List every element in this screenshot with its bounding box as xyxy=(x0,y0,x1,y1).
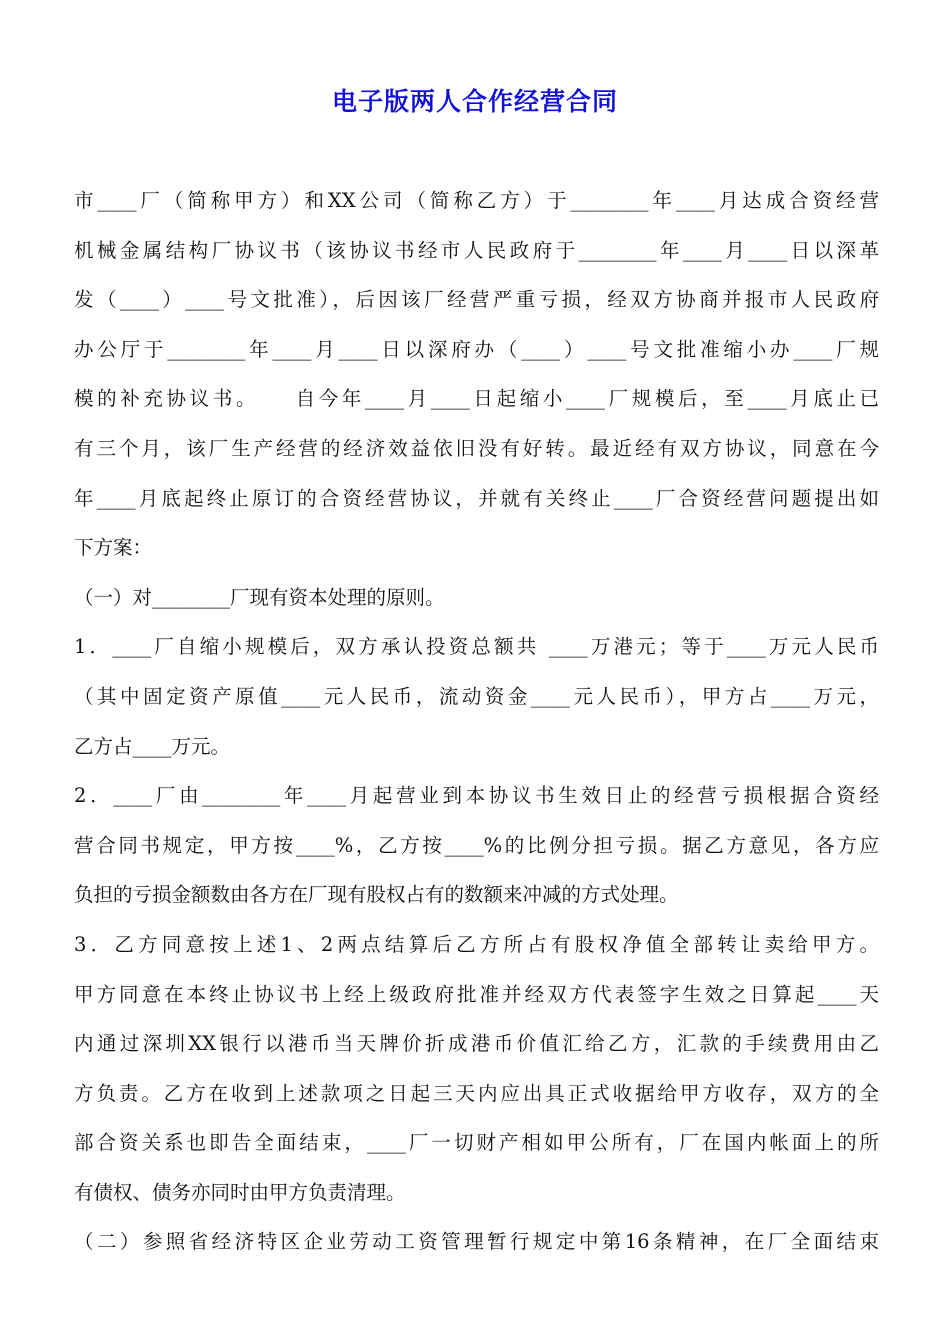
body-line: （其中固定资产原值____元人民币，流动资金____元人民币），甲方占____万元， xyxy=(74,684,879,708)
body-line: 部合资关系也即告全面结束，____厂一切财产相如甲公所有，厂在国内帐面上的所 xyxy=(74,1131,879,1155)
body-line: 办公厅于________年____月____日以深府办（____）____号文批准缩小办____厂规 xyxy=(74,337,879,361)
document-body xyxy=(74,176,879,1267)
body-line: 下方案： xyxy=(74,536,153,560)
body-line: 乙方占____万元。 xyxy=(74,734,231,758)
body-line: 2．____厂由________年____月起营业到本协议书生效日止的经营亏损根据合资经 xyxy=(74,784,879,808)
body-line: 内通过深圳XX银行以港币当天牌价折成港币价值汇给乙方，汇款的手续费用由乙 xyxy=(74,1032,879,1056)
document-title: 电子版两人合作经营合同 xyxy=(331,87,618,116)
body-line: （一）对________厂现有资本处理的原则。 xyxy=(74,585,445,609)
body-line: 营合同书规定，甲方按____%，乙方按____%的比例分担亏损。据乙方意见，各方应 xyxy=(74,833,879,857)
body-line: 模的补充协议书。 自今年____月____日起缩小____厂规模后，至____月底止已 xyxy=(74,387,879,411)
body-line: 机械金属结构厂协议书（该协议书经市人民政府于________年____月____日以深革 xyxy=(74,238,879,262)
body-line: 甲方同意在本终止协议书上经上级政府批准并经双方代表签字生效之日算起____天 xyxy=(74,982,879,1006)
body-line: （二）参照省经济特区企业劳动工资管理暂行规定中第16条精神，在厂全面结束 xyxy=(74,1230,879,1254)
body-line: 有三个月，该厂生产经营的经济效益依旧没有好转。最近经有双方协议，同意在今 xyxy=(74,436,879,460)
body-line: 年____月底起终止原订的合资经营协议，并就有关终止____厂合资经营问题提出如 xyxy=(74,486,879,510)
body-line: 有债权、债务亦同时由甲方负责清理。 xyxy=(74,1180,406,1204)
body-line: 方负责。乙方在收到上述款项之日起三天内应出具正式收据给甲方收存，双方的全 xyxy=(74,1081,879,1105)
body-line: 负担的亏损金额数由各方在厂现有股权占有的数额来冲减的方式处理。 xyxy=(74,883,679,907)
body-line: 1．____厂自缩小规模后，双方承认投资总额共 ____万港元；等于____万元人民币 xyxy=(74,635,879,659)
body-line: 3．乙方同意按上述1、2两点结算后乙方所占有股权净值全部转让卖给甲方。 xyxy=(74,932,879,956)
body-line: 发（____）____号文批准），后因该厂经营严重亏损，经双方协商并报市人民政府 xyxy=(74,288,879,312)
body-line: 市____厂（简称甲方）和XX公司（简称乙方）于________年____月达成合资经营 xyxy=(74,189,879,212)
